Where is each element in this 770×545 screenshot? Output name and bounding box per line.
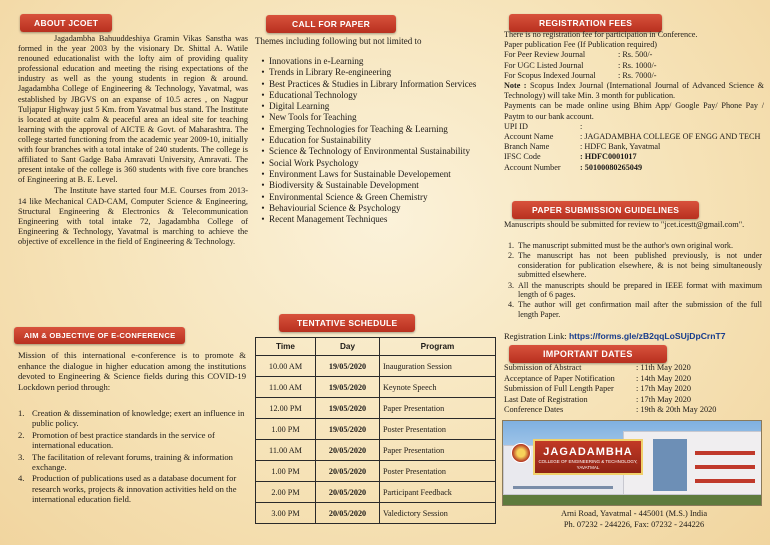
list-text: Creation & dissemination of knowledge; exert an influence in public policy. xyxy=(32,408,245,429)
list-item xyxy=(504,300,762,319)
account-row xyxy=(504,122,764,132)
bullet-icon: • xyxy=(261,214,265,225)
date-value: : 17th May 2020 xyxy=(636,394,692,404)
note-label: Note : xyxy=(504,81,527,91)
cell-program: Paper Presentation xyxy=(380,398,496,419)
list-item xyxy=(504,251,762,279)
call-for-paper-intro: Themes including following but not limited to xyxy=(255,36,422,46)
guidelines-list xyxy=(504,241,762,320)
list-item xyxy=(18,452,248,473)
bullet-icon: • xyxy=(261,191,265,202)
registration-link-row xyxy=(504,331,726,341)
list-number: 3. xyxy=(18,451,25,462)
date-row xyxy=(504,395,764,406)
account-value: : HDFC0001017 xyxy=(580,152,637,162)
fee-label: For UGC Listed Journal xyxy=(504,60,584,70)
aim-intro: Mission of this international e-conference is to promote & enhance the dialogue in higher education among the institutions devoted to Engineering & Science fields during this COVID-19 Lockdown period through: xyxy=(18,350,246,392)
building-windows xyxy=(513,486,613,489)
bullet-icon: • xyxy=(261,101,265,112)
cell-day: 20/05/2020 xyxy=(316,503,380,524)
cell-program: Poster Presentation xyxy=(380,461,496,482)
list-number: 1. xyxy=(18,408,25,418)
table-header-row xyxy=(256,338,496,356)
fee-row xyxy=(504,61,764,71)
bullet-icon: • xyxy=(261,78,265,89)
theme-item xyxy=(257,135,495,146)
account-label: Account Name xyxy=(504,132,554,142)
fee-row xyxy=(504,50,764,60)
cell-time: 10.00 AM xyxy=(256,356,316,377)
date-row xyxy=(504,384,764,395)
table-row xyxy=(256,377,496,398)
fee-label: For Peer Review Journal xyxy=(504,50,586,60)
left-column xyxy=(4,0,254,545)
list-text: Production of publications used as a database document for research works, projects & innovation activities held on the international education field. xyxy=(32,473,237,505)
date-label: Submission of Full Length Paper xyxy=(504,384,614,393)
list-text: Promotion of best practice standards in the service of international education. xyxy=(32,429,215,451)
account-value: : JAGADAMBHA COLLEGE OF ENGG AND TECH xyxy=(580,132,761,142)
cell-time: 3.00 PM xyxy=(256,503,316,524)
list-item xyxy=(18,430,248,451)
registration-block xyxy=(504,30,764,173)
theme-item xyxy=(257,158,495,169)
themes-list xyxy=(257,56,495,225)
note-text: Scopus Index Journal (International Journal of Advanced Science & Technology) will take Min. 3 month for publication. xyxy=(504,81,765,101)
building-block xyxy=(623,431,762,495)
schedule-heading: TENTATIVE SCHEDULE xyxy=(279,314,415,332)
theme-text: Environment Laws for Sustainable Developement xyxy=(269,168,451,179)
theme-item xyxy=(257,180,495,191)
account-value: : 50100080265049 xyxy=(580,162,643,172)
list-number: 4. xyxy=(508,300,515,310)
bullet-icon: • xyxy=(261,202,265,213)
aim-list xyxy=(18,408,248,506)
account-row xyxy=(504,152,764,162)
about-text xyxy=(18,34,248,248)
theme-text: New Tools for Teaching xyxy=(269,112,357,123)
fee-value: : Rs. 500/- xyxy=(618,50,653,60)
date-row xyxy=(504,374,764,385)
theme-item xyxy=(257,203,495,214)
building-stripe xyxy=(695,451,755,455)
table-row xyxy=(256,503,496,524)
table-row xyxy=(256,419,496,440)
bullet-icon: • xyxy=(261,168,265,179)
building-glass xyxy=(653,439,687,491)
registration-heading: REGISTRATION FEES xyxy=(509,14,662,32)
theme-text: Best Practices & Studies in Library Information Services xyxy=(269,78,477,89)
account-label: IFSC Code xyxy=(504,152,541,162)
list-item xyxy=(504,281,762,300)
table-row xyxy=(256,482,496,503)
list-number: 1. xyxy=(508,241,515,250)
aim-heading: AIM & OBJECTIVE OF E-CONFERENCE xyxy=(14,327,185,344)
address-line-2: Ph. 07232 - 244226, Fax: 07232 - 244226 xyxy=(563,520,705,529)
theme-text: Science & Technology of Environmental Sustainability xyxy=(269,146,470,157)
cell-day: 19/05/2020 xyxy=(316,356,380,377)
fee-label: For Scopus Indexed Journal xyxy=(504,70,596,80)
list-text: All the manuscripts should be prepared in IEEE format with maximum length of 6 pages. xyxy=(518,280,762,300)
date-label: Conference Dates xyxy=(504,405,564,414)
building-stripe xyxy=(695,465,755,469)
cell-day: 19/05/2020 xyxy=(316,398,380,419)
registration-line-2: Paper publication Fee (If Publication required) xyxy=(504,40,658,50)
list-text: The facilitation of relevant forums, training & information exchange. xyxy=(32,451,233,473)
list-number: 2. xyxy=(508,251,515,261)
account-label: Account Number xyxy=(504,162,561,172)
theme-text: Recent Management Techniques xyxy=(269,214,388,225)
cell-time: 11.00 AM xyxy=(256,377,316,398)
cell-program: Paper Presentation xyxy=(380,440,496,461)
bank-account xyxy=(504,122,764,173)
theme-item xyxy=(257,214,495,225)
theme-item xyxy=(257,90,495,101)
theme-text: Social Work Psychology xyxy=(269,157,359,168)
date-label: Acceptance of Paper Notification xyxy=(504,373,615,383)
bullet-icon: • xyxy=(261,112,265,123)
list-text: The manuscript has not been published previously, is not under consideration for publication elsewhere, & is not being simultaneously submitted elsewhere. xyxy=(518,251,762,280)
registration-note xyxy=(504,81,764,101)
list-number: 3. xyxy=(508,280,515,290)
important-dates-heading: IMPORTANT DATES xyxy=(509,345,667,363)
college-logo-icon xyxy=(511,443,531,463)
cell-time: 11.00 AM xyxy=(256,440,316,461)
list-text: The author will get confirmation mail after the submission of the full length Paper. xyxy=(518,300,762,319)
bullet-icon: • xyxy=(261,180,265,191)
account-row xyxy=(504,142,764,152)
fee-row xyxy=(504,71,764,81)
account-label: UPI ID xyxy=(504,121,528,131)
college-signboard xyxy=(533,439,643,475)
fee-value: : Rs. 1000/- xyxy=(618,60,657,70)
cell-program: Participant Feedback xyxy=(380,482,496,503)
about-paragraph-2: The Institute have started four M.E. Courses from 2013-14 like Mechanical CAD-CAM, Computer Science & Engineering, Structural Engineering & Electronics & Telecommunication Engineering with total intake 72, Jagadambha College of Engineering & Technology, Yavatmal is marching to achieve the objective of excellence in the field of Engineering & Technology. xyxy=(18,186,248,246)
table-row xyxy=(256,461,496,482)
bullet-icon: • xyxy=(261,67,265,78)
cell-program: Keynote Speech xyxy=(380,377,496,398)
signboard-subtitle: COLLEGE OF ENGINEERING & TECHNOLOGY, YAVATMAL xyxy=(538,459,638,470)
ground xyxy=(503,495,761,505)
cell-day: 20/05/2020 xyxy=(316,461,380,482)
theme-text: Educational Technology xyxy=(269,89,358,100)
theme-text: Emerging Technologies for Teaching & Learning xyxy=(269,123,448,134)
bullet-icon: • xyxy=(261,157,265,168)
theme-item xyxy=(257,124,495,135)
theme-item xyxy=(257,79,495,90)
registration-line-1: There is no registration fee for participation in Conference. xyxy=(504,30,698,39)
important-dates xyxy=(504,363,764,416)
date-value: : 19th & 20th May 2020 xyxy=(636,405,717,414)
theme-text: Trends in Library Re-engineering xyxy=(269,67,392,78)
signboard-name: JAGADAMBHA xyxy=(543,446,633,458)
theme-item xyxy=(257,101,495,112)
bullet-icon: • xyxy=(261,123,265,134)
middle-column xyxy=(253,0,498,545)
list-number: 4. xyxy=(18,473,25,484)
date-row xyxy=(504,363,764,374)
theme-text: Education for Sustainability xyxy=(269,135,372,146)
about-paragraph-1: Jagadambha Bahuuddeshiya Gramin Vikas Sanstha was formed in the year 2003 by the visionary Dr. Shittal A. Watile renouned educationalist with the lofty aim of providing quality professional education and meeting the rising expectations of the industry as well as the young students in region & around. Jagadambha College of Engineering & Technology, Yavatmal, was established by JBGVS on an expanse of 10.5 acres , on Nagpur Tuljapur Highway just 5 Km. from Yavatmal bus stand. The Institute is located at quite calm & peaceful area an ideal site for teaching learning with the approval of AICTE & Govt. of Maharashtra. The college started functioning from the academic year 2009-10, initially with four branches with a total intake of 240 students. The college is affiliated to Sant Gadge Baba Amravati University, Amravati. The present intake of the college is 360 students with five core branches of Engineering at B. E. Level. xyxy=(18,34,248,185)
table-row xyxy=(256,356,496,377)
list-item xyxy=(18,408,248,429)
cell-time: 12.00 PM xyxy=(256,398,316,419)
column-header-program: Program xyxy=(380,338,496,356)
schedule-table xyxy=(255,337,496,524)
theme-item xyxy=(257,67,495,78)
theme-item xyxy=(257,192,495,203)
theme-text: Digital Learning xyxy=(269,101,330,112)
date-value: : 17th May 2020 xyxy=(636,384,692,393)
cell-day: 19/05/2020 xyxy=(316,419,380,440)
payment-text: Payments can be made online using Bhim App/ Google Pay/ Phone Pay / Paytm to our bank account. xyxy=(504,101,764,121)
bullet-icon: • xyxy=(261,135,265,146)
account-value: : HDFC Bank, Yavatmal xyxy=(580,142,661,152)
date-value: : 11th May 2020 xyxy=(636,363,691,372)
cell-program: Poster Presentation xyxy=(380,419,496,440)
fee-value: : Rs. 7000/- xyxy=(618,70,657,80)
college-building-photo xyxy=(502,420,762,506)
theme-text: Biodiversity & Sustainable Development xyxy=(269,180,419,191)
account-row xyxy=(504,163,764,173)
theme-item xyxy=(257,169,495,180)
about-heading: ABOUT JCOET xyxy=(20,14,112,32)
registration-link-label: Registration Link: xyxy=(504,331,567,341)
guidelines-heading: PAPER SUBMISSION GUIDELINES xyxy=(512,201,699,219)
registration-link[interactable]: https://forms.gle/zB2qqLoSUjDpCrnT7 xyxy=(568,331,726,341)
account-row xyxy=(504,132,764,142)
account-value: : xyxy=(580,121,583,131)
theme-item xyxy=(257,112,495,123)
account-label: Branch Name xyxy=(504,142,550,152)
list-item xyxy=(18,473,248,504)
cell-time: 1.00 PM xyxy=(256,461,316,482)
cell-time: 1.00 PM xyxy=(256,419,316,440)
date-row xyxy=(504,405,764,416)
address-line-1: Arni Road, Yavatmal - 445001 (M.S.) India xyxy=(560,509,708,518)
cell-day: 20/05/2020 xyxy=(316,440,380,461)
cell-time: 2.00 PM xyxy=(256,482,316,503)
call-for-paper-heading: CALL FOR PAPER xyxy=(266,15,396,33)
cell-program: Valedictory Session xyxy=(380,503,496,524)
guidelines-intro: Manuscripts should be submitted for review to "jcet.icestt@gmail.com". xyxy=(504,220,745,229)
bullet-icon: • xyxy=(261,146,265,157)
date-label: Submission of Abstract xyxy=(504,363,582,372)
theme-text: Environmental Science & Green Chemistry xyxy=(269,191,428,202)
right-column xyxy=(500,0,766,545)
list-number: 2. xyxy=(18,429,25,440)
list-item xyxy=(504,241,762,250)
theme-text: Innovations in e-Learning xyxy=(269,56,364,66)
date-value: : 14th May 2020 xyxy=(636,373,692,383)
column-header-day: Day xyxy=(316,338,380,356)
table-row xyxy=(256,398,496,419)
theme-item xyxy=(257,56,495,67)
column-header-time: Time xyxy=(256,338,316,356)
cell-day: 19/05/2020 xyxy=(316,377,380,398)
list-text: The manuscript submitted must be the author's own original work. xyxy=(518,241,734,250)
bullet-icon: • xyxy=(261,89,265,100)
theme-text: Behaviourial Science & Psychology xyxy=(269,202,401,213)
theme-item xyxy=(257,146,495,157)
cell-program: Inauguration Session xyxy=(380,356,496,377)
table-row xyxy=(256,440,496,461)
bullet-icon: • xyxy=(261,56,265,66)
building-stripe xyxy=(695,479,755,483)
date-label: Last Date of Registration xyxy=(504,394,588,404)
address-block xyxy=(504,508,764,530)
cell-day: 20/05/2020 xyxy=(316,482,380,503)
